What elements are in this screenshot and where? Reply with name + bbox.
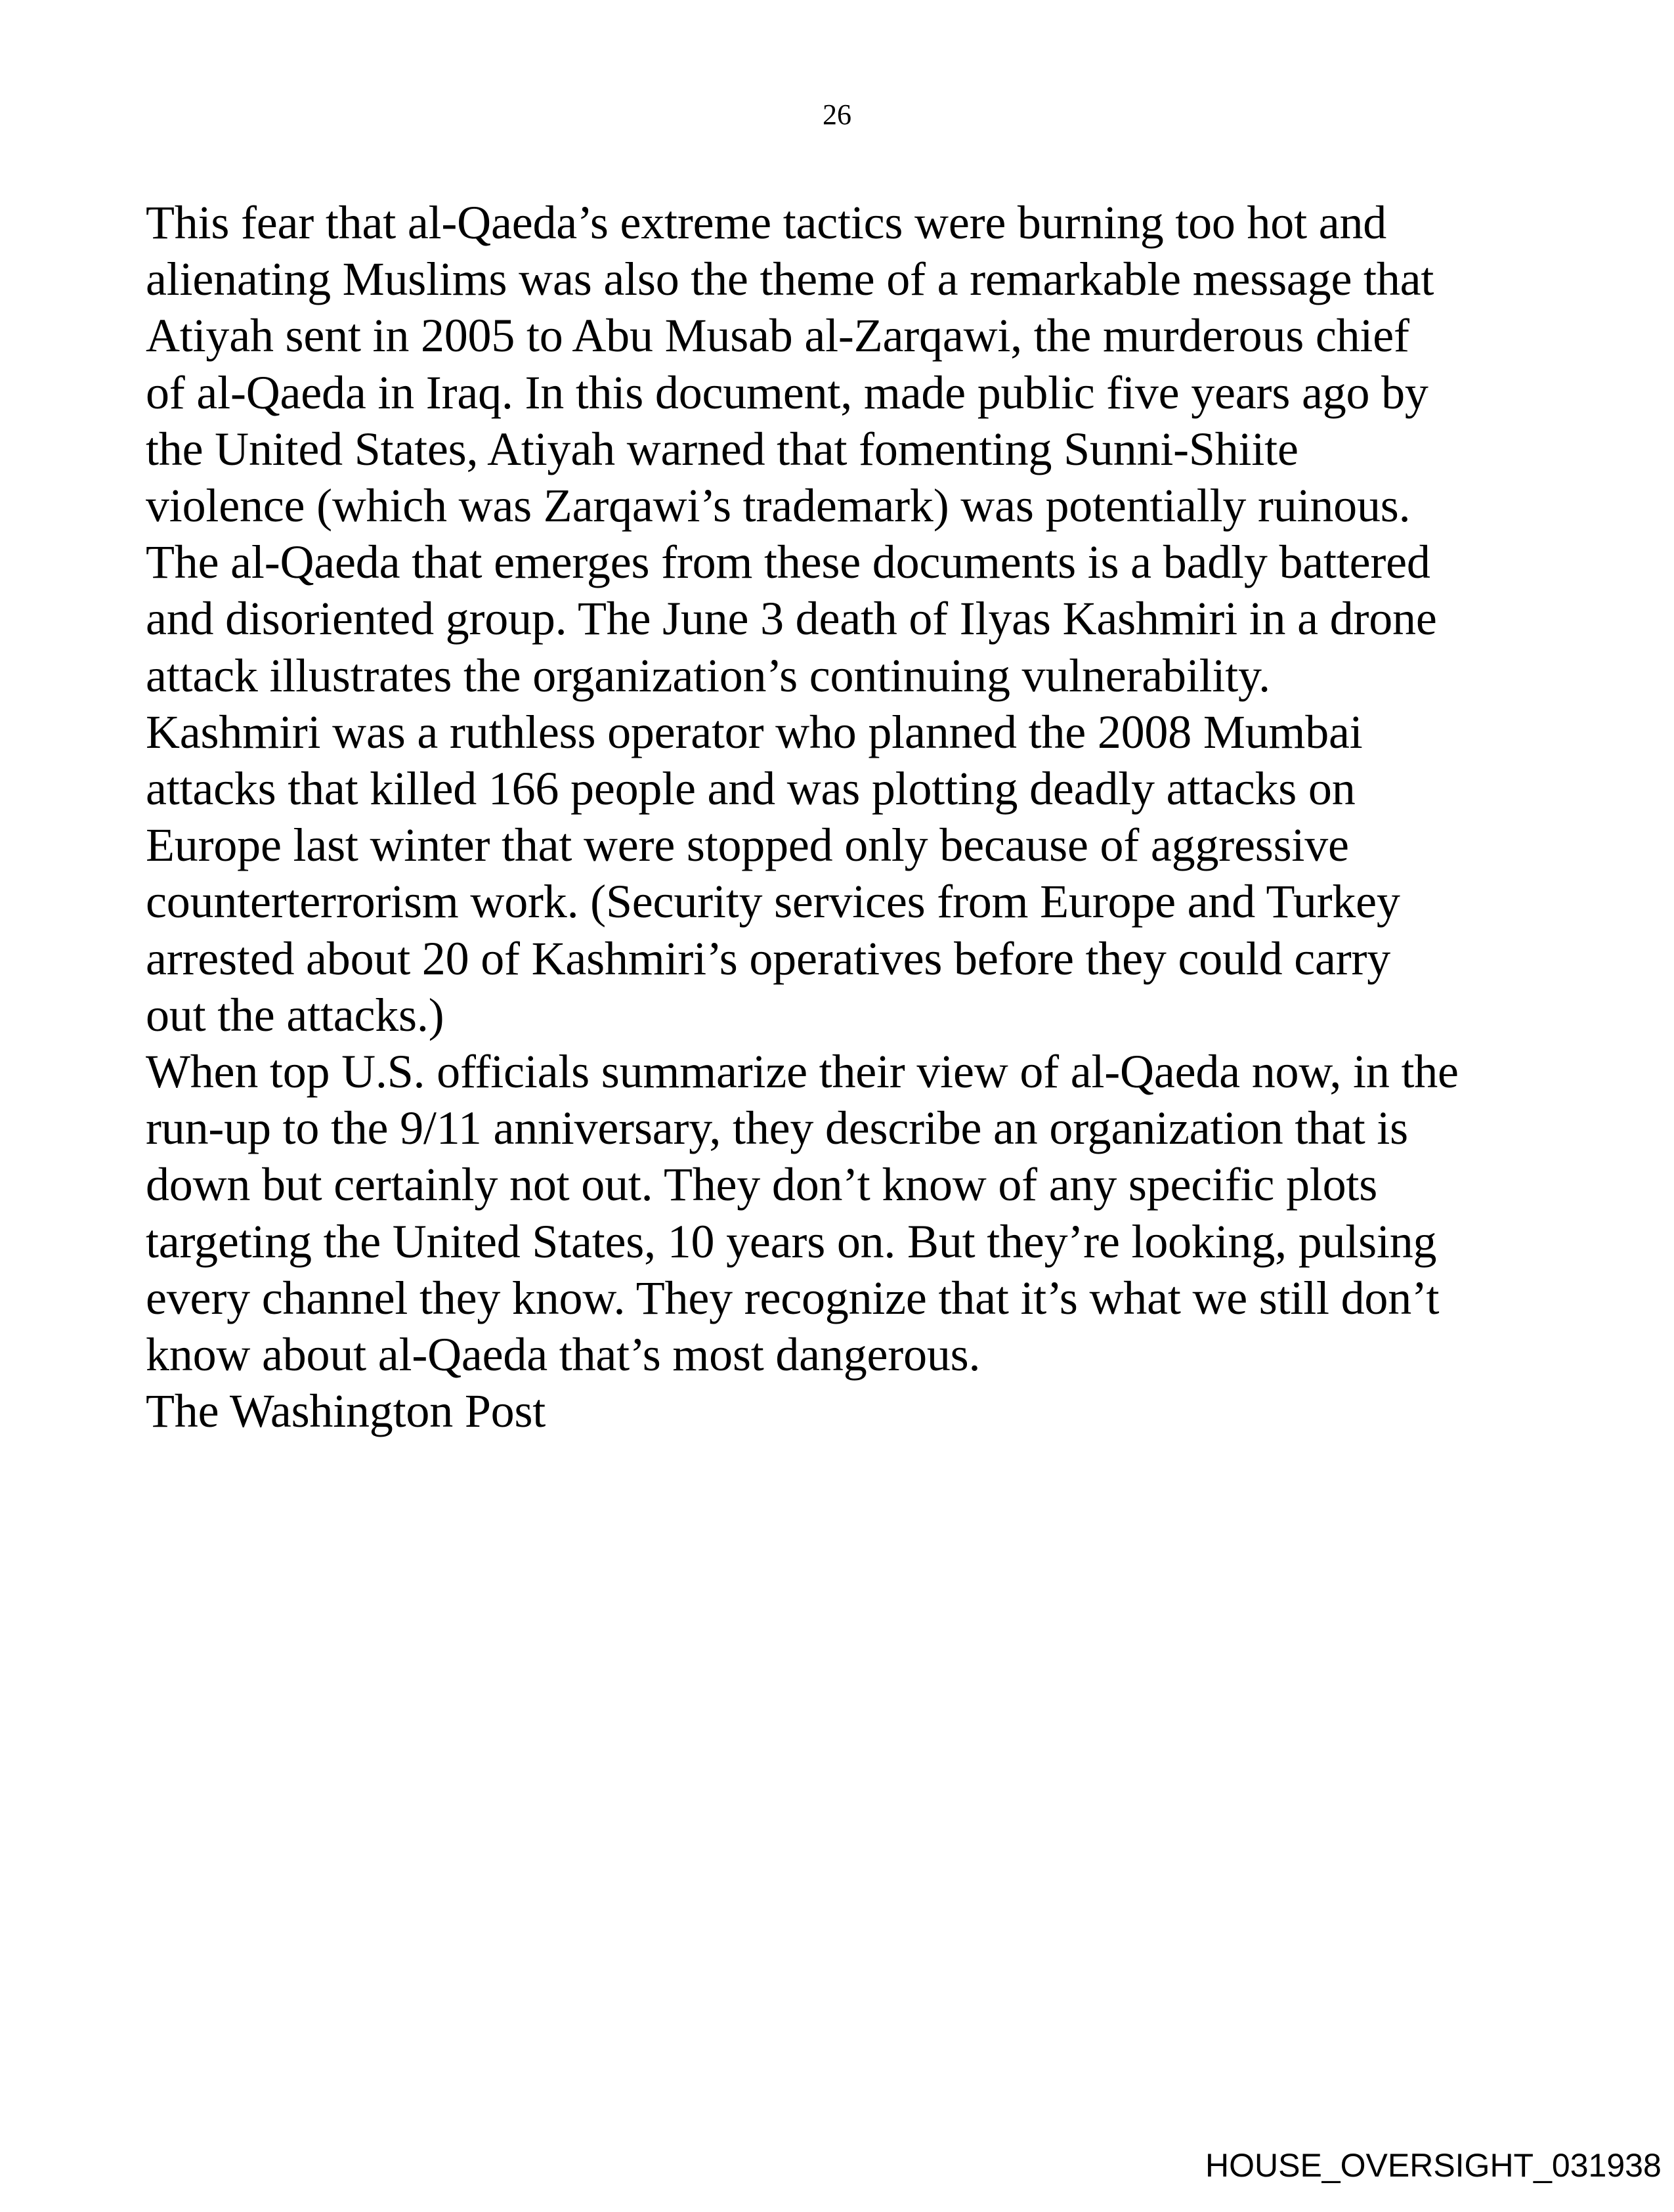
article-line: every channel they know. They recognize that it’s what we still don’t <box>146 1271 1440 1324</box>
article-line: counterterrorism work. (Security services from Europe and Turkey <box>146 875 1400 928</box>
article-line: run-up to the 9/11 anniversary, they describe an organization that is <box>146 1102 1408 1155</box>
article-body <box>146 194 1564 1439</box>
article-line: violence (which was Zarqawi’s trademark) was potentially ruinous. <box>146 479 1411 532</box>
article-line: the United States, Atiyah warned that fomenting Sunni-Shiite <box>146 422 1298 475</box>
article-line: out the attacks.) <box>146 988 444 1041</box>
article-line: alienating Muslims was also the theme of a remarkable message that <box>146 253 1434 306</box>
document-id-stamp: HOUSE_OVERSIGHT_031938 <box>1205 2147 1662 2184</box>
article-line: This fear that al-Qaeda’s extreme tactics were burning too hot and <box>146 196 1387 249</box>
article-line: targeting the United States, 10 years on. But they’re looking, pulsing <box>146 1215 1437 1268</box>
article-line: know about al-Qaeda that’s most dangerous. <box>146 1328 981 1381</box>
article-line: of al-Qaeda in Iraq. In this document, made public five years ago by <box>146 366 1428 419</box>
article-line: down but certainly not out. They don’t know of any specific plots <box>146 1158 1378 1211</box>
article-line: and disoriented group. The June 3 death of Ilyas Kashmiri in a drone <box>146 592 1437 645</box>
article-line: Atiyah sent in 2005 to Abu Musab al-Zarqawi, the murderous chief <box>146 309 1409 362</box>
article-line: Europe last winter that were stopped only because of aggressive <box>146 819 1349 872</box>
article-line: attacks that killed 166 people and was plotting deadly attacks on <box>146 762 1356 815</box>
page-number: 26 <box>823 98 851 131</box>
article-line: attack illustrates the organization’s continuing vulnerability. <box>146 649 1270 702</box>
article-line: When top U.S. officials summarize their view of al-Qaeda now, in the <box>146 1045 1459 1098</box>
article-line: The al-Qaeda that emerges from these documents is a badly battered <box>146 536 1430 589</box>
article-line: Kashmiri was a ruthless operator who planned the 2008 Mumbai <box>146 705 1363 758</box>
article-line: arrested about 20 of Kashmiri’s operatives before they could carry <box>146 932 1391 985</box>
article-source: The Washington Post <box>146 1385 546 1438</box>
